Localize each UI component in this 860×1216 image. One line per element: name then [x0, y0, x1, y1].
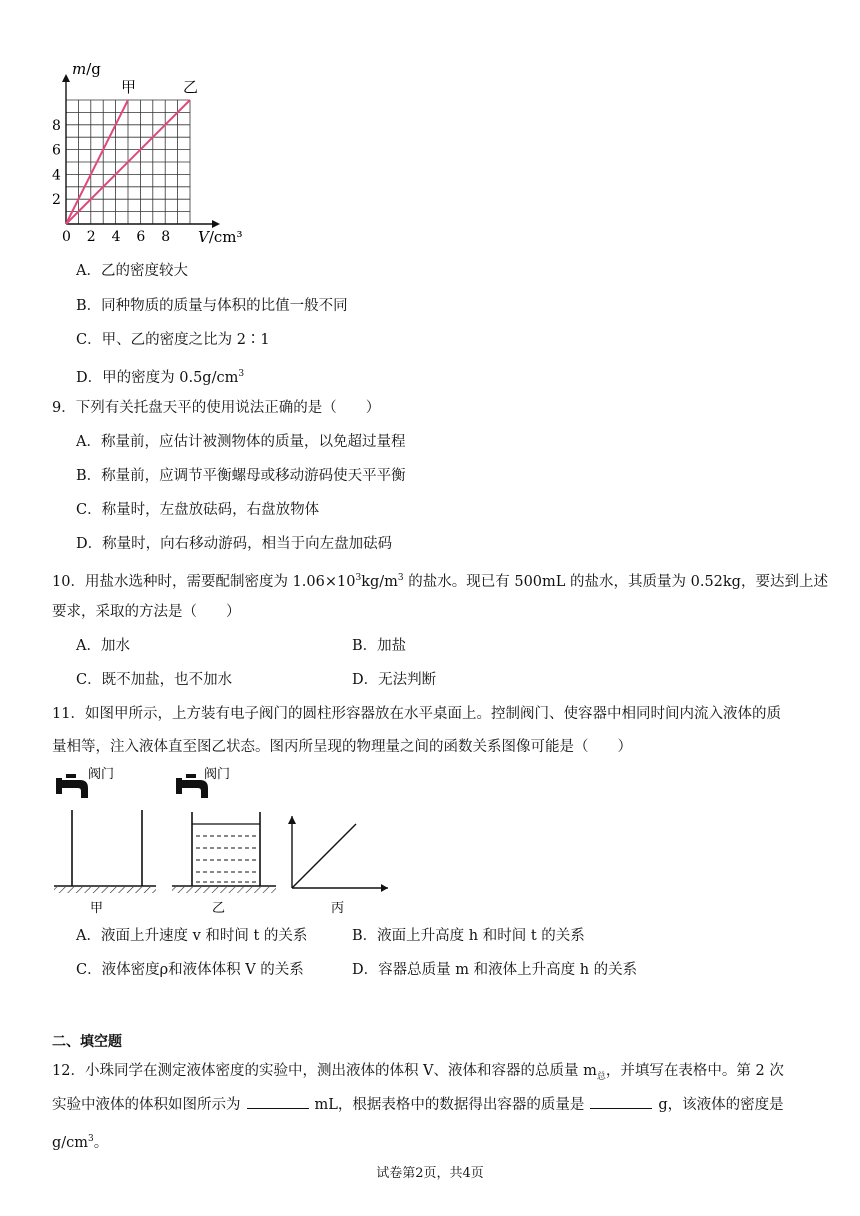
bing-line — [292, 824, 356, 888]
q10-stem-c: 的盐水。现已有 500mL 的盐水，其质量为 0.52kg，要达到上述 — [403, 573, 828, 590]
figure-bing — [288, 816, 388, 914]
table-hatching — [54, 887, 156, 893]
liquid-dashes — [196, 836, 258, 882]
y-tick-label: 8 — [52, 117, 61, 134]
x-tick-label: 6 — [136, 229, 146, 245]
q10-sup1: 3 — [355, 573, 362, 583]
q9-option-b[interactable]: B．称量前，应调节平衡螺母或移动游码使天平平衡 — [76, 468, 406, 484]
y-tick-label: 4 — [52, 167, 61, 184]
x-tick-label: 4 — [111, 229, 121, 245]
series-label-0: 甲 — [121, 78, 137, 96]
q12-line1-b: ，并填写在表格中。第 2 次 — [605, 1063, 784, 1079]
q12-line1 — [52, 1060, 784, 1088]
q10-option-c[interactable]: C．既不加盐，也不加水 — [76, 672, 233, 688]
x-tick-label: 2 — [86, 229, 96, 245]
q10-option-b[interactable]: B．加盐 — [352, 638, 407, 654]
bing-y-arrow — [288, 816, 296, 824]
q10-stem-b: kg/m — [361, 573, 398, 590]
q12-line3 — [52, 1128, 108, 1154]
q9-option-a[interactable]: A．称量前，应估计被测物体的质量，以免超过量程 — [76, 434, 406, 450]
q9-stem: 9．下列有关托盘天平的使用说法正确的是（ ） — [52, 400, 381, 416]
q9-option-c[interactable]: C．称量时，左盘放砝码，右盘放物体 — [76, 502, 320, 518]
x-axis-arrow — [212, 220, 220, 228]
bing-x-arrow — [381, 884, 388, 892]
section-heading: 二、填空题 — [52, 1034, 122, 1050]
q10-stem-a: 10．用盐水选种时，需要配制密度为 1.06×10 — [52, 573, 356, 590]
y-tick-label: 2 — [52, 192, 61, 209]
q11-option-a[interactable]: A．液面上升速度 v 和时间 t 的关系 — [76, 928, 308, 944]
q9-option-d[interactable]: D．称量时，向右移动游码，相当于向左盘加砝码 — [76, 536, 393, 552]
fig-label-bing: 丙 — [331, 901, 345, 914]
q11-option-c[interactable]: C．液体密度ρ和液体体积 V 的关系 — [76, 962, 304, 978]
q10-option-d[interactable]: D．无法判断 — [352, 672, 437, 688]
q10-stem-line1 — [52, 567, 828, 593]
figure-yi — [172, 766, 276, 914]
q12-line2-a: 实验中液体的体积如图所示为 — [52, 1097, 241, 1113]
q11-stem-line1: 11．如图甲所示，上方装有电子阀门的圆柱形容器放在水平桌面上。控制阀门、使容器中相同时间内流入液体的质 — [52, 706, 781, 722]
q10-stem-line2: 要求，采取的方法是（ ） — [52, 604, 241, 620]
series-label-1: 乙 — [183, 78, 199, 96]
q12-line2-b: mL，根据表格中的数据得出容器的质量是 — [314, 1097, 585, 1113]
q11-option-d[interactable]: D．容器总质量 m 和液体上升高度 h 的关系 — [352, 962, 638, 978]
table-hatching — [172, 887, 276, 893]
q8-option-d[interactable] — [76, 363, 244, 389]
q8-option-d-sup: 3 — [238, 369, 245, 379]
fig-label-yi: 乙 — [212, 901, 226, 914]
fig-label-jia: 甲 — [90, 901, 104, 914]
density-graph — [50, 56, 260, 252]
q11-option-b[interactable]: B．液面上升高度 h 和时间 t 的关系 — [352, 928, 585, 944]
valve-label-jia: 阀门 — [88, 767, 115, 782]
q12-line1-a: 12．小珠同学在测定液体密度的实验中，测出液体的体积 V、液体和容器的总质量 m — [52, 1063, 597, 1079]
q10-sup2: 3 — [397, 573, 404, 583]
x-tick-label: 0 — [62, 229, 71, 245]
q8-option-a[interactable]: A．乙的密度较大 — [76, 263, 188, 279]
q12-line1-sub: 总 — [596, 1071, 606, 1082]
page-footer: 试卷第2页，共4页 — [376, 1166, 484, 1181]
q8-option-c[interactable]: C．甲、乙的密度之比为 2∶1 — [76, 332, 270, 348]
x-axis-label: V/cm³ — [198, 228, 243, 246]
q10-option-a[interactable]: A．加水 — [76, 638, 130, 654]
y-axis-label: m/g — [72, 60, 101, 78]
q12-line3-a: g/cm — [52, 1134, 89, 1151]
q12-line2-c: g，该液体的密度是 — [658, 1097, 784, 1113]
y-tick-label: 6 — [52, 142, 61, 159]
q12-line2 — [52, 1094, 784, 1116]
x-tick-label: 8 — [161, 229, 171, 245]
q12-blank-container-mass[interactable] — [590, 1094, 652, 1109]
q11-figures — [52, 764, 392, 914]
q8-option-d-text: D．甲的密度为 0.5g/cm — [76, 369, 239, 386]
q12-blank-volume[interactable] — [247, 1094, 309, 1109]
q12-line3-b: 。 — [93, 1134, 109, 1151]
q12-line3-sup: 3 — [88, 1134, 94, 1144]
q8-option-b[interactable]: B．同种物质的质量与体积的比值一般不同 — [76, 298, 348, 314]
y-axis-arrow — [62, 74, 70, 82]
figure-jia — [54, 766, 156, 914]
valve-icon — [56, 774, 88, 798]
q11-stem-line2: 量相等，注入液体直至图乙状态。图丙所呈现的物理量之间的函数关系图像可能是（ ） — [52, 739, 632, 755]
valve-label-yi: 阀门 — [204, 767, 231, 782]
